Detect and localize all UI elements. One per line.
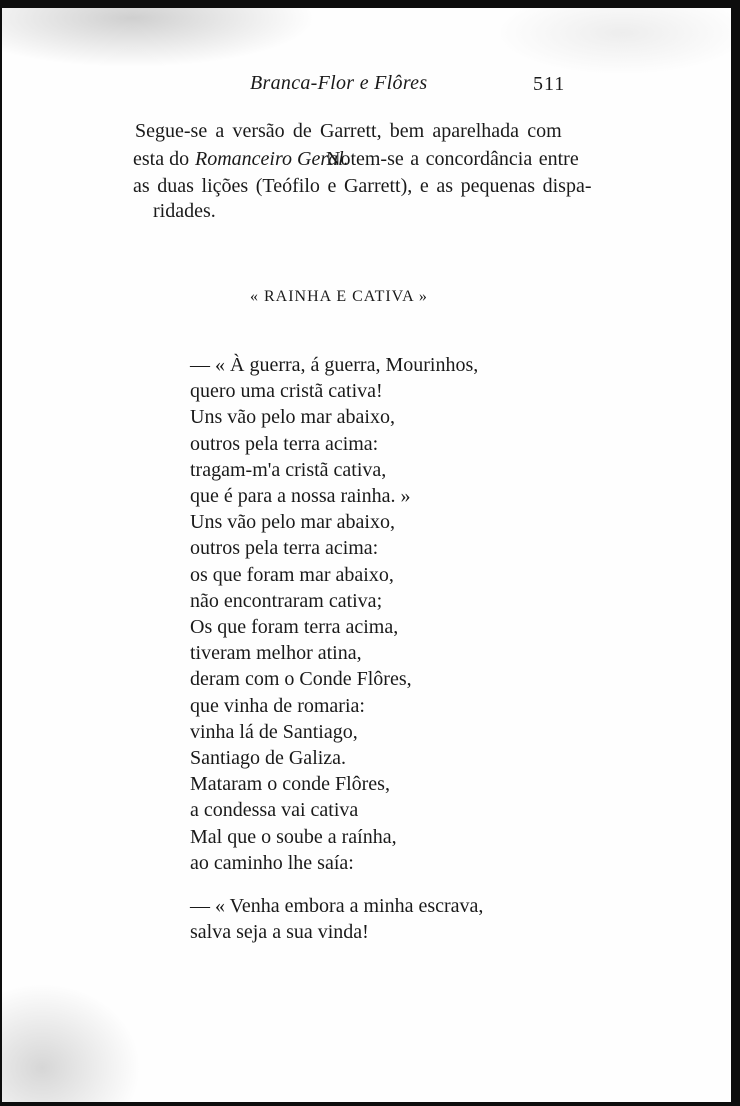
poem-stanza-1 <box>190 352 478 876</box>
verse: não encontraram cativa; <box>190 589 383 612</box>
verse: os que foram mar abaixo, <box>190 563 394 586</box>
verse: que vinha de romaria: <box>190 694 365 717</box>
page-number: 511 <box>533 73 566 95</box>
intro-line-4: ridades. <box>153 200 216 222</box>
verse: Mataram o conde Flôres, <box>190 773 390 796</box>
verse: ao caminho lhe saía: <box>190 851 354 874</box>
intro-line-1: Segue-se a versão de Garrett, bem aparelhada com <box>135 120 562 142</box>
verse: que é para a nossa rainha. » <box>190 485 411 508</box>
verse: Uns vão pelo mar abaixo, <box>190 511 395 534</box>
intro-line-3: as duas lições (Teófilo e Garrett), e as pequenas dispa- <box>133 175 592 197</box>
running-title: Branca-Flor e Flôres <box>250 72 428 94</box>
verse: a condessa vai cativa <box>190 799 359 822</box>
verse: Os que foram terra acima, <box>190 616 399 639</box>
verse: Santiago de Galiza. <box>190 747 347 770</box>
verse: vinha lá de Santiago, <box>190 720 358 743</box>
poem-title: « RAINHA E CATIVA » <box>250 288 428 305</box>
verse: tragam-m'a cristã cativa, <box>190 458 387 481</box>
verse: tiveram melhor atina, <box>190 642 362 665</box>
verse: Uns vão pelo mar abaixo, <box>190 406 395 429</box>
verse: outros pela terra acima: <box>190 432 379 455</box>
verse: deram com o Conde Flôres, <box>190 668 412 691</box>
intro-line-2b: Notem-se a concordância entre <box>326 148 579 170</box>
verse: — « À guerra, á guerra, Mourinhos, <box>190 354 479 376</box>
verse: Mal que o soube a raínha, <box>190 825 397 848</box>
verse: — « Venha embora a minha escrava, <box>190 895 484 917</box>
verse: quero uma cristã cativa! <box>190 380 383 403</box>
poem-stanza-2 <box>190 893 483 945</box>
verse: outros pela terra acima: <box>190 537 379 560</box>
intro-work-title: Romanceiro Geral. <box>195 148 349 170</box>
intro-line-2a: esta do <box>133 148 190 170</box>
page-header <box>2 72 740 102</box>
verse: salva seja a sua vinda! <box>190 921 369 944</box>
